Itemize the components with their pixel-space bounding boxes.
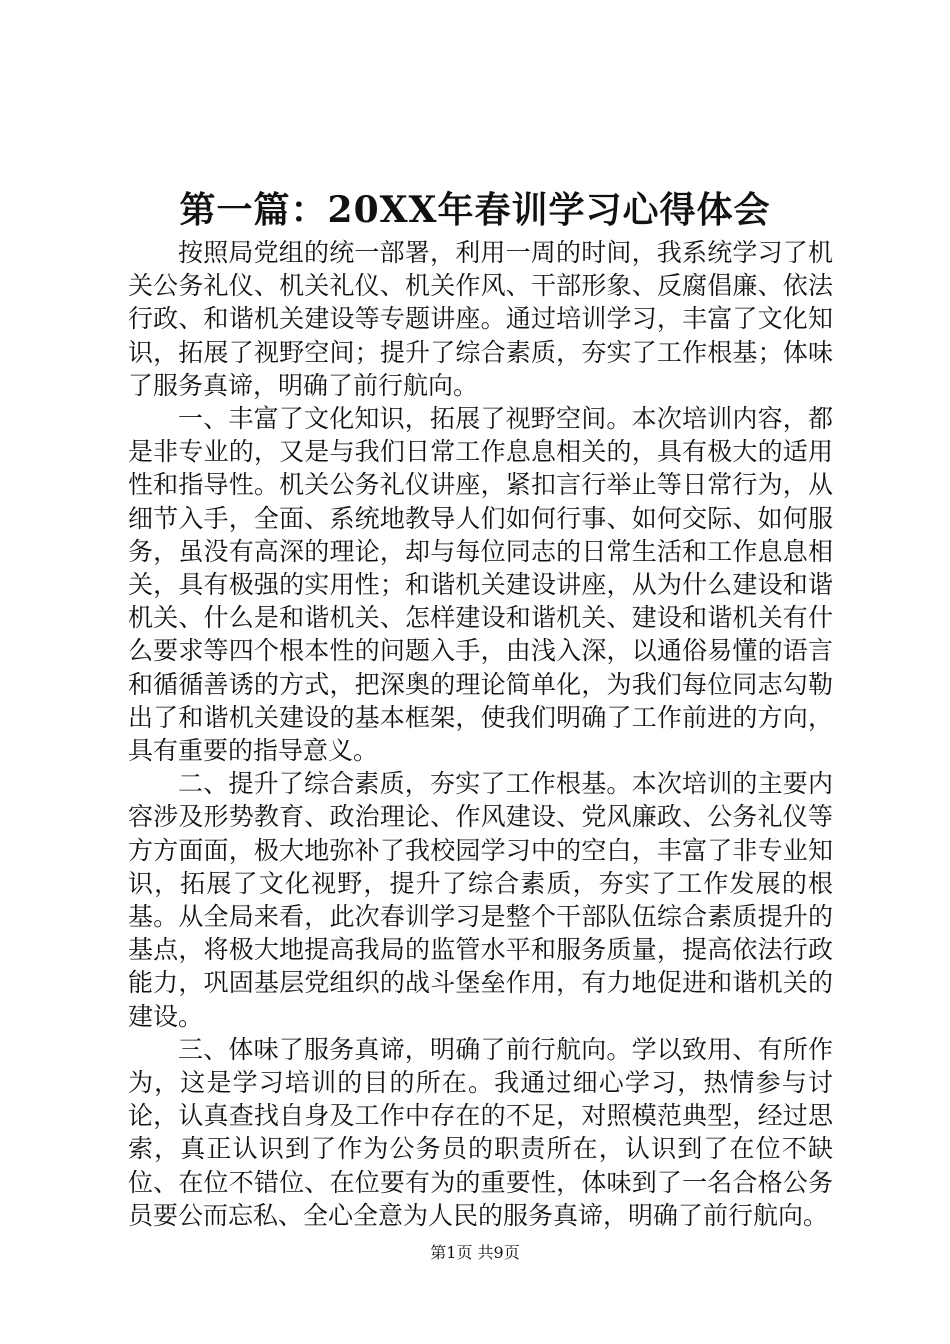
paragraph-section-3: 三、体味了服务真谛，明确了前行航向。学以致用、有所作为，这是学习培训的目的所在。我通过细心学习，热情参与讨论，认真查找自身及工作中存在的不足，对照模范典型，经过思索，真正认识到了作为公务员的职责所在，认识到了在位不缺位、在位不错位、在位要有为的重要性，体味到了一名合格公务员要公而忘私、全心全意为人民的服务真谛，明确了前行航向。 (128, 1034, 833, 1230)
document-title: 第一篇：20XX年春训学习心得体会 (179, 189, 771, 231)
paragraph-intro: 按照局党组的统一部署，利用一周的时间，我系统学习了机关公务礼仪、机关礼仪、机关作风、干部形象、反腐倡廉、依法行政、和谐机关建设等专题讲座。通过培训学习，丰富了文化知识，拓展了视野空间；提升了综合素质，夯实了工作根基；体味了服务真谛，明确了前行航向。 (128, 238, 833, 400)
paragraph-section-2: 二、提升了综合素质，夯实了工作根基。本次培训的主要内容涉及形势教育、政治理论、作风建设、党风廉政、公务礼仪等方方面面，极大地弥补了我校园学习中的空白，丰富了非专业知识，拓展了文化视野，提升了综合素质，夯实了工作发展的根基。从全局来看，此次春训学习是整个干部队伍综合素质提升的基点，将极大地提高我局的监管水平和服务质量，提高依法行政能力，巩固基层党组织的战斗堡垒作用，有力地促进和谐机关的建设。 (128, 769, 833, 1031)
document-body (128, 236, 833, 1232)
paragraph-section-1: 一、丰富了文化知识，拓展了视野空间。本次培训内容，都是非专业的，又是与我们日常工作息息相关的，具有极大的适用性和指导性。机关公务礼仪讲座，紧扣言行举止等日常行为，从细节入手，全面、系统地教导人们如何行事、如何交际、如何服务，虽没有高深的理论，却与每位同志的日常生活和工作息息相关，具有极强的实用性；和谐机关建设讲座，从为什么建设和谐机关、什么是和谐机关、怎样建设和谐机关、建设和谐机关有什么要求等四个根本性的问题入手，由浅入深，以通俗易懂的语言和循循善诱的方式，把深奥的理论简单化，为我们每位同志勾勒出了和谐机关建设的基本框架，使我们明确了工作前进的方向，具有重要的指导意义。 (128, 404, 833, 766)
page-number-footer: 第1页 共9页 (430, 1243, 520, 1262)
